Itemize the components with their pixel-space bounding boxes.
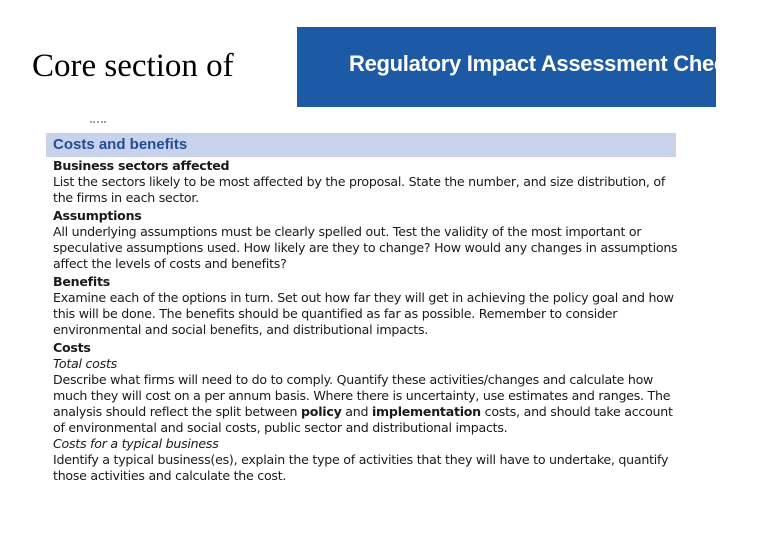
item-assumptions xyxy=(53,208,683,272)
section-title: Costs and benefits xyxy=(53,136,188,153)
item-heading: Benefits xyxy=(53,274,110,289)
checklist-banner xyxy=(297,27,768,107)
item-heading: Costs xyxy=(53,340,91,355)
and-word: and xyxy=(341,404,372,419)
item-heading: Business sectors affected xyxy=(53,158,230,173)
item-costs xyxy=(53,340,683,484)
checklist-content xyxy=(53,158,683,486)
item-heading: Assumptions xyxy=(53,208,142,223)
item-business-sectors xyxy=(53,158,683,206)
item-text: List the sectors likely to be most affected by the proposal. State the number, and size distribution, of the firms in each sector. xyxy=(53,174,666,205)
total-costs-text-a: Describe what firms will need to do to comply. Quantify these activities/changes and calculate how much they will cost on a per annum basis. Where there is uncertainty, use estimates and ranges. The analysis should reflect the split between xyxy=(53,372,671,419)
cropped-text-fragment xyxy=(90,121,106,131)
item-subheading: Costs for a typical business xyxy=(53,436,219,451)
section-header xyxy=(46,133,676,157)
banner-title: Regulatory Impact Assessment Checklist xyxy=(349,51,768,76)
item-text: All underlying assumptions must be clearly spelled out. Test the validity of the most important or speculative assumptions used. How likely are they to change? How would any changes in assumptions affect the levels of costs and benefits? xyxy=(53,224,678,271)
policy-term: policy xyxy=(301,404,342,419)
item-text: Identify a typical business(es), explain the type of activities that they will have to undertake, quantify those activities and calculate the cost. xyxy=(53,452,669,483)
total-costs-text-b: costs, and should take account of environmental and social costs, public sector and distributional impacts. xyxy=(53,404,673,435)
item-text: Examine each of the options in turn. Set out how far they will get in achieving the policy goal and how this will be done. The benefits should be quantified as far as possible. Remember to consider environmental and social benefits, and distributional impacts. xyxy=(53,290,674,337)
item-benefits xyxy=(53,274,683,338)
slide-title: Core section of xyxy=(32,48,234,84)
item-subheading: Total costs xyxy=(53,356,117,371)
item-text xyxy=(53,372,683,436)
implementation-term: implementation xyxy=(371,404,481,419)
